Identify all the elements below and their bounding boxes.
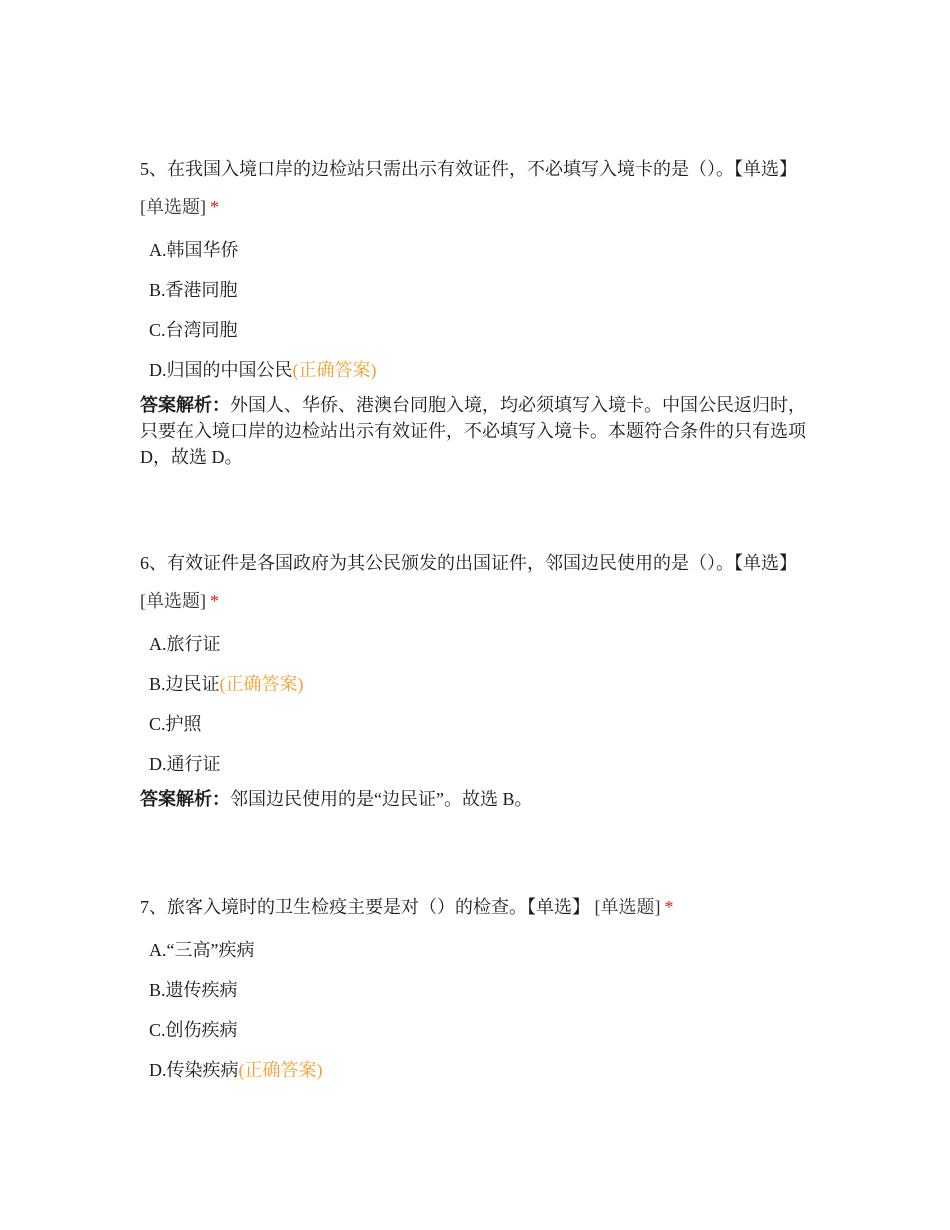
option-a <box>140 230 810 270</box>
correct-answer-marker: (正确答案) <box>292 360 377 380</box>
answer-analysis <box>140 392 810 470</box>
option-text: B.香港同胞 <box>149 280 238 300</box>
question-6 <box>140 544 810 812</box>
option-list <box>140 624 810 784</box>
option-d <box>140 350 810 390</box>
option-c <box>140 310 810 350</box>
question-title <box>140 888 810 926</box>
question-text: 6、有效证件是各国政府为其公民颁发的出国证件，邻国边民使用的是（）。【单选】 <box>140 553 797 573</box>
analysis-text: 外国人、华侨、港澳台同胞入境，均必须填写入境卡。中国公民返归时，只要在入境口岸的边检站出示有效证件，不必填写入境卡。本题符合条件的只有选项 D，故选 D。 <box>140 395 806 467</box>
question-text: 5、在我国入境口岸的边检站只需出示有效证件，不必填写入境卡的是（）。【单选】 <box>140 159 797 179</box>
option-text: C.护照 <box>149 714 202 734</box>
option-c <box>140 1010 810 1050</box>
analysis-text: 邻国边民使用的是“边民证”。故选 B。 <box>230 789 533 809</box>
question-type: [单选题] <box>594 897 661 917</box>
analysis-label: 答案解析： <box>140 395 230 415</box>
option-text: A.韩国华侨 <box>149 240 239 260</box>
option-text: D.归国的中国公民 <box>149 360 293 380</box>
question-type: [单选题] <box>140 197 206 217</box>
correct-answer-marker: (正确答案) <box>219 674 304 694</box>
question-type: [单选题] <box>140 591 206 611</box>
option-a <box>140 624 810 664</box>
option-c <box>140 704 810 744</box>
option-d <box>140 744 810 784</box>
option-b <box>140 270 810 310</box>
option-text: A.旅行证 <box>149 634 221 654</box>
answer-analysis <box>140 786 810 812</box>
option-text: B.边民证 <box>149 674 220 694</box>
option-text: A.“三高”疾病 <box>149 940 255 960</box>
question-title <box>140 150 810 226</box>
required-marker: * <box>210 591 219 611</box>
option-list <box>140 930 810 1090</box>
question-7 <box>140 888 810 1090</box>
option-d <box>140 1050 810 1090</box>
required-marker: * <box>664 897 674 917</box>
required-marker: * <box>210 197 219 217</box>
question-title <box>140 544 810 620</box>
option-text: D.传染疾病 <box>149 1060 239 1080</box>
question-text: 7、旅客入境时的卫生检疫主要是对（）的检查。【单选】 <box>140 897 590 917</box>
option-text: B.遗传疾病 <box>149 980 238 1000</box>
option-text: C.创伤疾病 <box>149 1020 238 1040</box>
analysis-label: 答案解析： <box>140 789 230 809</box>
option-b <box>140 970 810 1010</box>
option-b <box>140 664 810 704</box>
option-a <box>140 930 810 970</box>
option-text: D.通行证 <box>149 754 221 774</box>
option-list <box>140 230 810 390</box>
option-text: C.台湾同胞 <box>149 320 238 340</box>
correct-answer-marker: (正确答案) <box>238 1060 323 1080</box>
question-5 <box>140 150 810 470</box>
